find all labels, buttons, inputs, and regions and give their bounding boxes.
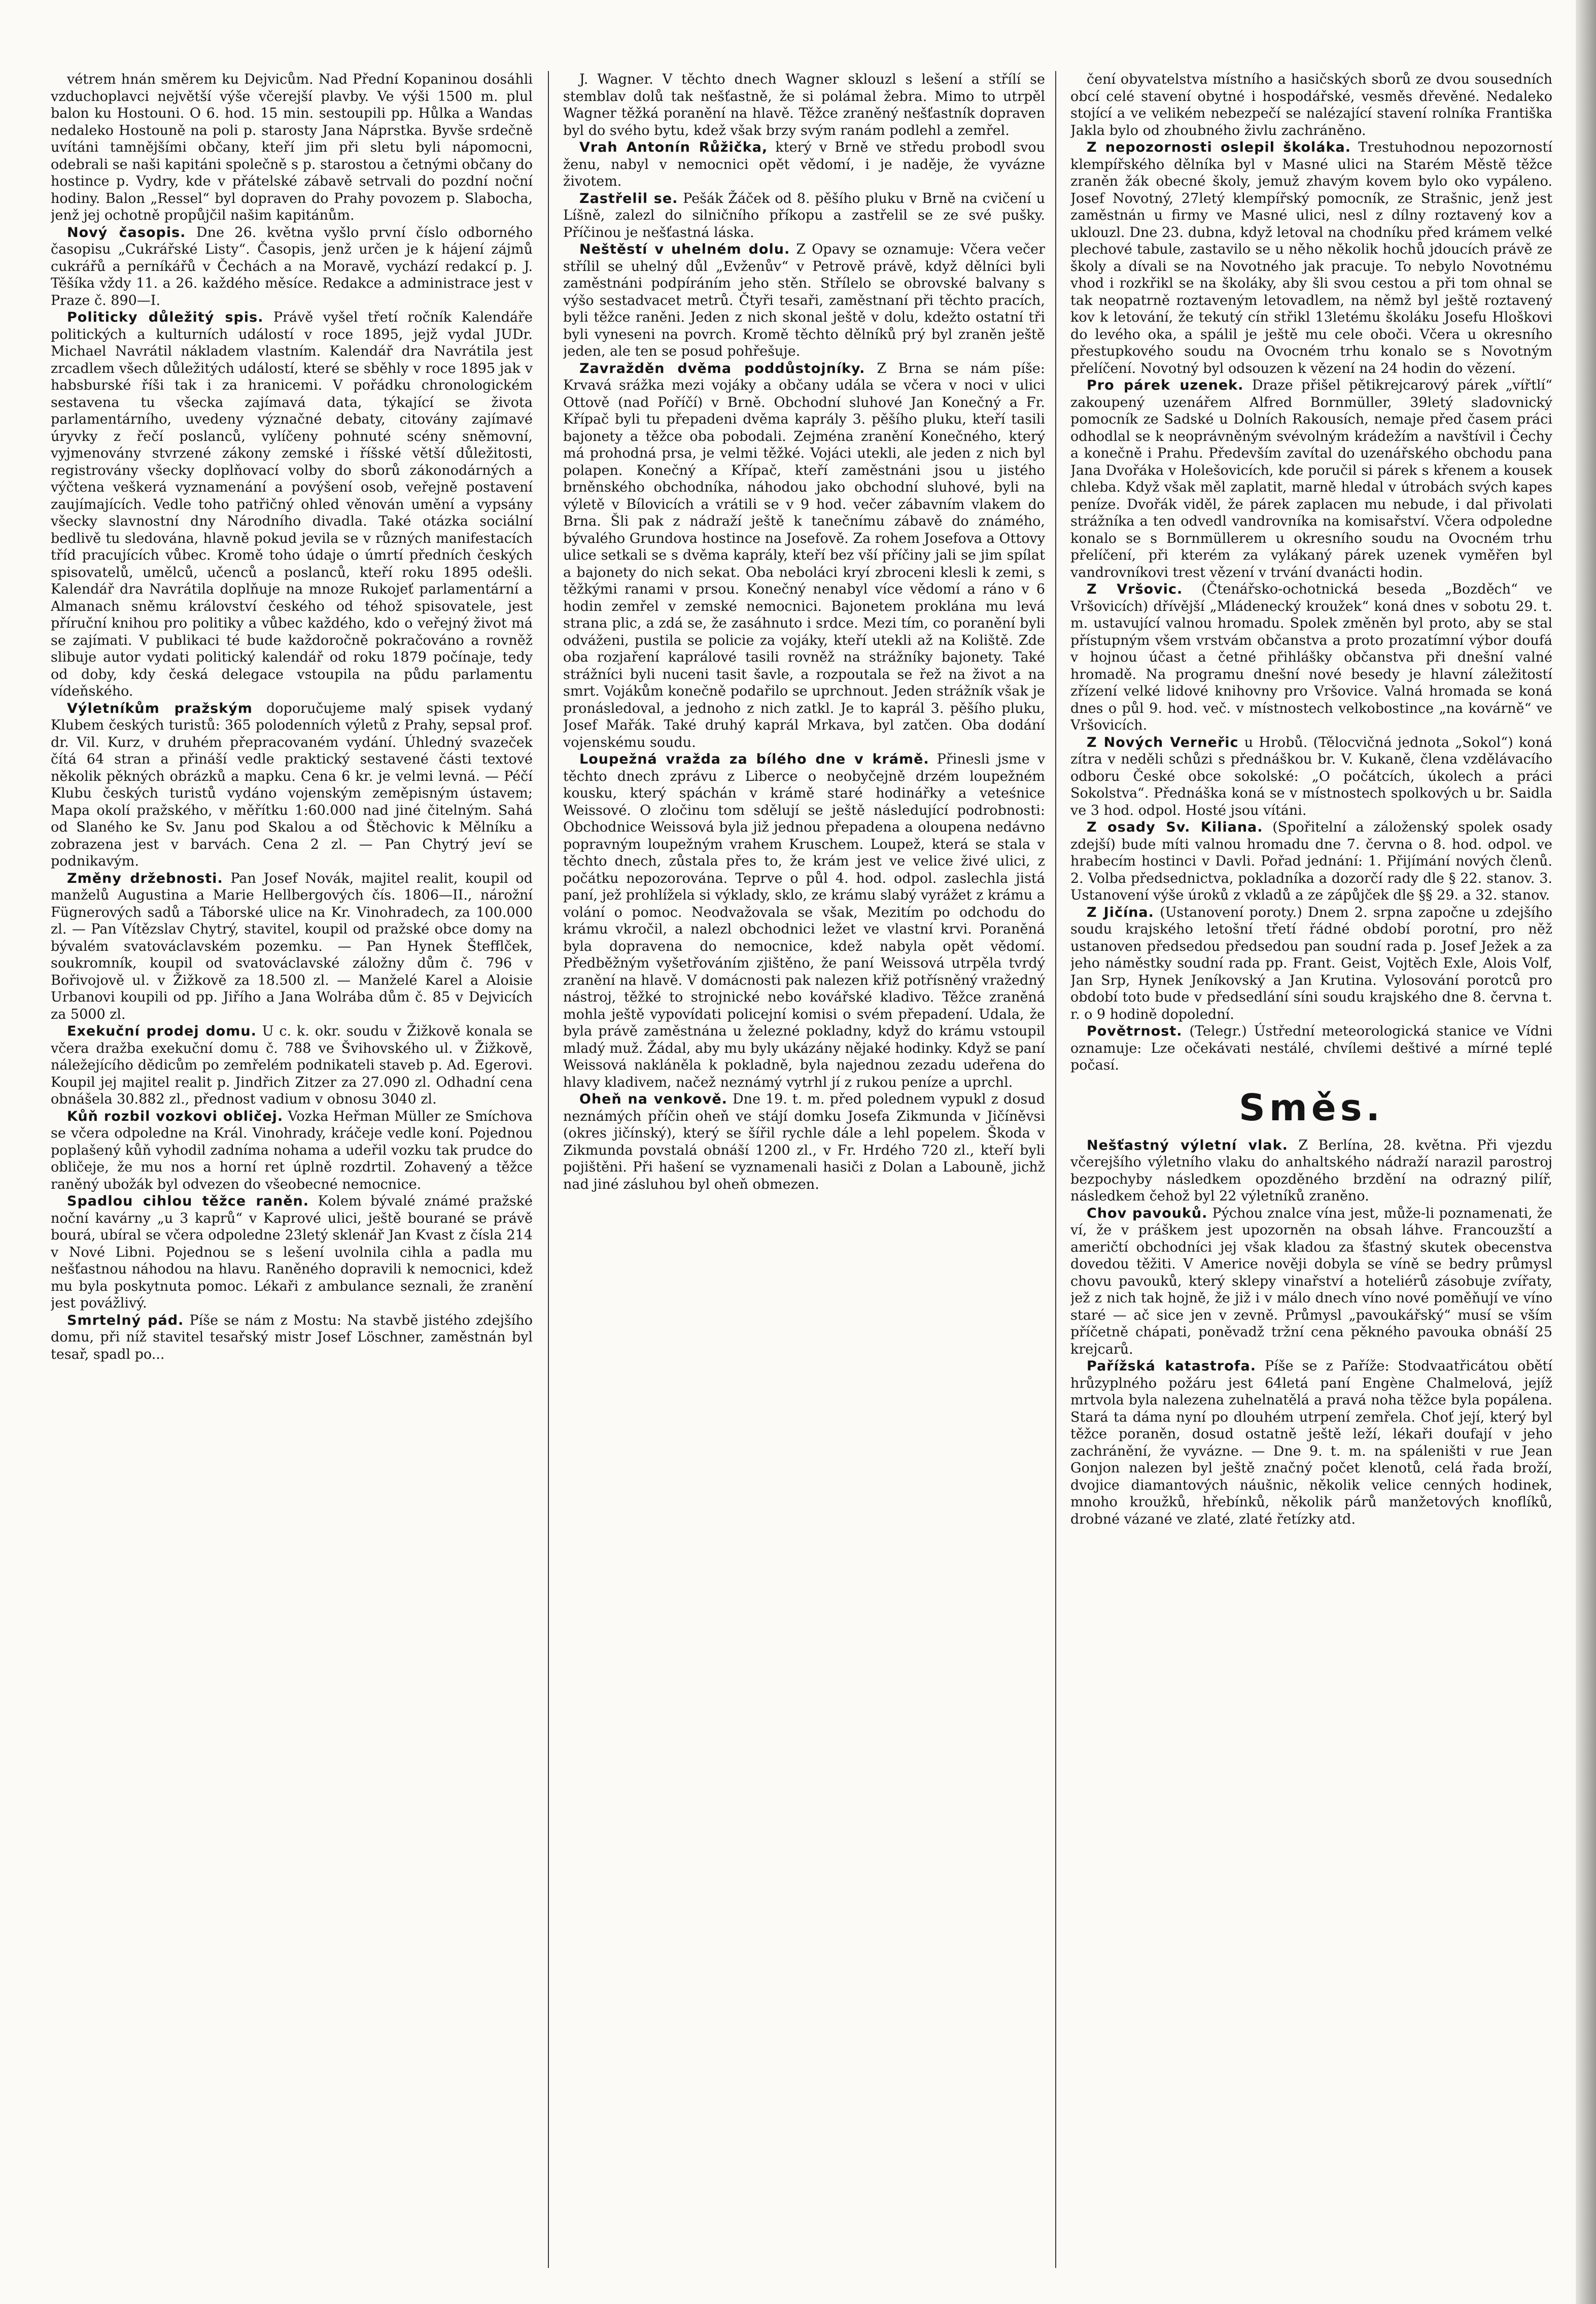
article-heading: Spadlou cihlou těžce raněn. [67, 1193, 309, 1209]
article-heading: Smrtelný pád. [67, 1312, 184, 1328]
article-paragraph [563, 360, 1045, 751]
article-paragraph [1070, 1137, 1552, 1205]
article-text: Píše se z Paříže: Stodvaatřicátou obětí hrůzyplného požáru jest 64letá paní Engène Chalmelová, jejíž mrtvola byla nalezena zuhelnatělá a pravá noha těžce byla popálena. Stará ta dáma nyní po dlouhém utrpení zemřela. Choť její, který byl těžce poraněn, dosud ostatně ještě leží, lékaři doufají v jeho zachránění, že vyvázne. — Dne 9. t. m. na spáleništi v rue Jean Gonjon nalezen byl ještě značný počet klenotů, celá řada broží, dvojice diamantových náušnic, několik velice cenných hodinek, mnoho kroužků, hřebínků, několik párů manžetových knoflíků, drobné vázané ve zlaté, zlaté řetízky atd. [1070, 1358, 1552, 1527]
column-right [1070, 71, 1552, 2268]
article-heading: Výletníkům pražským [67, 700, 253, 716]
article-heading: Povětrnost. [1087, 1023, 1183, 1039]
newspaper-page [51, 71, 1552, 2268]
article-text: který v Brně ve středu probodl svou ženu, nabyl v nemocnici opět vědomí, i je naděje, že vyvázne životem. [563, 140, 1045, 189]
article-paragraph [1070, 734, 1552, 819]
article-paragraph [1070, 139, 1552, 377]
article-paragraph [51, 224, 533, 310]
article-paragraph [51, 1108, 533, 1193]
article-heading: Kůň rozbil vozkovi obličej. [67, 1108, 284, 1124]
article-paragraph [563, 71, 1045, 139]
article-paragraph [563, 241, 1045, 360]
article-paragraph [51, 71, 533, 224]
article-paragraph [1070, 1205, 1552, 1358]
article-paragraph [563, 190, 1045, 242]
article-heading: Chov pavouků. [1087, 1205, 1208, 1221]
article-heading: Vrah Antonín Růžička, [579, 140, 768, 155]
article-heading: Z Nových Verneřic [1087, 734, 1239, 750]
article-text: Pan Josef Novák, majitel realit, koupil od manželů Augustina a Marie Hellbergových čís. 1806—II., nárožní Fügnerových sadů a Táborské ulice na Kr. Vinohradech, za 100.000 zl. — Pan Vítězslav Chytrý, stavitel, koupil od pražské obce domy na bývalém svatováclavském pozemku. — Pan Hynek Štefflček, soukromník, koupil od svatováclavské záložny dům č. 796 v Bořivojově ul. v Žižkově za 18.500 zl. — Manželé Karel a Aloisie Urbanovi koupili od pp. Jiřího a Jana Wolrába dům č. 85 v Dejvicích za 5000 zl. [51, 870, 533, 1022]
article-text: Z Opavy se oznamuje: Včera večer střílil se uhelný důl „Evženův“ v Petrově právě, když dělníci byli zaměstnáni podpíráním jeho stěn. Střílelo se obrovské balvany s výšo sestadvacet metrů. Čtyři tesaři, zaměstnaní při těchto pracích, byli těžce raněni. Jeden z nich skonal ještě v dolu, kdežto ostatní tři byli vyneseni na povrch. Kromě těchto dělníků prý byl zraněn ještě jeden, ale ten se posud pohřešuje. [563, 242, 1045, 359]
article-text: (Telegr.) Ústřední meteorologická stanice ve Vídni oznamuje: Lze očekávati nestálé, chvílemi deštivé a mírné teplé počasí. [1070, 1023, 1552, 1073]
article-heading: Pařížská katastrofa. [1087, 1358, 1256, 1374]
article-paragraph [51, 1193, 533, 1312]
article-paragraph [563, 139, 1045, 190]
article-heading: Zavražděn dvěma poddůstojníky. [579, 360, 865, 376]
article-text: (Čtenářsko-ochotnická beseda „Bozděch“ ve Vršovicích) dřívější „Mládenecký kroužek“ koná dnes v sobotu 29. t. m. ustavující valnou hromadu. Spolek změněn byl proto, aby se stal přístupným všem vrstvám občanstva a proto prozatímní výbor doufá v hojnou účast a četné přihlášky občanstva při dnešní valné hromadě. Na programu dnešní nové besedy je hlavní záležitostí zřízení velké lidové knihovny pro Vršovice. Valná hromada se koná dnes o půl 9. hod. več. v místnostech velkobostince „na kovárně“ ve Vršovicích. [1070, 581, 1552, 733]
article-heading: Z osady Sv. Kiliana. [1087, 819, 1263, 835]
article-paragraph [1070, 377, 1552, 581]
article-heading: Loupežná vražda za bílého dne v krámě. [579, 751, 929, 767]
article-paragraph [1070, 1023, 1552, 1074]
article-paragraph [51, 309, 533, 700]
article-heading: Z Vršovic. [1087, 581, 1183, 597]
article-heading: Nešťastný výletní vlak. [1087, 1137, 1288, 1153]
article-text: Trestuhodnou nepozorností klempířského dělníka byl v Masné ulici na Starém Městě těžce zraněn žák obecné školy, jemuž zhavým kovem bylo oko vypáleno. Josef Novotný, 27letý klempířský pomocník, ze Strašnic, jenž jest zaměstnán u firmy ve Masné ulici, nesl z dílny roztavený kov a uklouzl. Dne 23. dubna, když letoval na chodníku před krámem velké plechové tabule, zastavilo se u něho několik hochů jdoucích právě ze školy a dívali se na Novotného jak pracuje. To nebylo Novotnému vhod i rozkřikl se na školáky, aby šli svou cestou a při tom ohnal se tak neopatrně roztaveným letovadlem, na němž byl ještě roztavený kov k letování, že tekutý cín střikl 13letému školáku Josefu Hloškovi do levého oka, a spálil je ještě mu cele oboči. Včera u okresního přestupkového soudu na Ovocném trhu konalo se s Novotným přelíčení. Novotný byl odsouzen k vězení na 24 hodin do vězení. [1070, 140, 1552, 376]
article-text: J. Wagner. V těchto dnech Wagner sklouzl s lešení a střílí se stemblav dolů tak nešťastně, že si polámal žebra. Mimo to utrpěl Wagner těžká poranění na hlavě. Těžce zraněný nešťastník dopraven byl do svého bytu, kdež však brzy svým ranám podlehl a zemřel. [563, 72, 1045, 139]
article-heading: Z Jičína. [1087, 904, 1154, 920]
article-text: Dne 26. května vyšlo první číslo odborného časopisu „Cukrářské Listy“. Časopis, jenž určen je k hájení zájmů cukrářů a perníkářů v Čechách a na Moravě, vychází redakcí p. J. Těšíka vždy 11. a 26. každého měsíce. Redakce a administrace jest v Praze č. 890—I. [51, 224, 533, 308]
article-text: Kolem bývalé známé pražské noční kavárny „u 3 kaprů“ v Kaprové ulici, ještě bourané se právě bourá, ubíral se včera odpoledne 23letý sklenář Jan Kvast z čísla 214 v Nové Libni. Pojednou se s lešení uvolnila cihla a padla mu nešťastnou náhodou na hlavu. Raněného dopravili k nemocnici, kdež mu byla poskytnuta pomoc. Lékaři z ambulance seznali, že zranění jest povážlivý. [51, 1193, 533, 1311]
article-heading: Zastřelil se. [579, 190, 678, 207]
article-paragraph [563, 751, 1045, 1091]
article-heading: Nový časopis. [67, 224, 186, 240]
article-paragraph [1070, 904, 1552, 1023]
article-text: u Hrobů. (Tělocvičná jednota „Sokol“) koná zítra v neděli schůzi s přednáškou br. V. Kukaně, člena vzdělávacího odboru České obce sokolské: „O počátcích, úkolech a práci Sokolstva“. Přednáška koná se v místnostech spolkových u br. Saidla ve 3 hod. odpol. Hosté jsou vítáni. [1070, 734, 1552, 818]
page-edge-shadow [1576, 0, 1596, 2304]
article-text: čení obyvatelstva místního a hasičských sborů ze dvou sousedních obcí celé stavení obytné i hospodářské, vesměs dřevěné. Nedaleko stojící a ve velikém nebezpečí se nalézající stavení rolníka Františka Jakla bylo od zhoubného živlu zachráněno. [1070, 72, 1552, 139]
article-text: Vozka Heřman Müller ze Smíchova se včera odpoledne na Král. Vinohrady, kráčeje vedle koní. Pojednou poplašený kůň vyhodil zadníma nohama a udeřil vozku tak prudce do obličeje, že mu nos a horní ret úplně rozdrtil. Zohavený a těžce raněný ubožák byl odvezen do všeobecné nemocnice. [51, 1108, 533, 1192]
article-paragraph [1070, 581, 1552, 734]
article-heading: Exekuční prodej domu. [67, 1023, 257, 1039]
article-paragraph [1070, 71, 1552, 139]
article-heading: Neštěstí v uhelném dolu. [579, 242, 790, 257]
article-heading: Politicky důležitý spis. [67, 310, 264, 325]
article-paragraph [51, 1023, 533, 1108]
article-text: Z Brna se nám píše: Krvavá srážka mezi vojáky a občany udála se včera v noci v ulici Ottově (nad Poříčí) v Brně. Obchodní sluhové Jan Konečný a Fr. Křípač byli tu přepadeni dvěma kaprály 3. pěšího pluku, kteří tasili bajonety a těžce oba pobodali. Zejména zranění Konečného, který má prohodná prsa, je velmi těžké. Vojáci utekli, ale jeden z nich byl polapen. Konečný a Křípač, kteří zaměstnáni jsou u jistého brněnského obchodníka, náhodou jako obchodní sluhové, byli na výletě v Bílovicích a vrátili se v 9 hod. večer zábavním vlakem do Brna. Šli pak z nádraží ještě k tanečnímu zábavě do známého, bývalého Grundova hostince na Josefově. Za rohem Josefova a Ottovy ulice setkali se s dvěma kaprály, kteří bez vší příčiny jali se jim spílat a bajonety do nich sekat. Oba neboláci kryí zbroceni klesli k zemi, s těžkými ranami v prsou. Konečný nenabyl více vědomí a ráno v 6 hodin zemřel v zemské nemocnici. Bajonetem proklána mu levá strana plic, a zdá se, že zasáhnuto i srdce. Mezi tím, co poranění byli odváženi, pustila se policie za vojáky, kteří utekli až na Koliště. Zde oba rozjaření kaprálové tasili rovněž na strážníky bajonety. Také strážníci byli nuceni tasit šavle, a rozpoutala se řež na život a na smrt. Vojákům konečně podařilo se uprchnout. Jeden strážník však je pronásledoval, a jednoho z nich zatkl. Je to kaprál 3. pěšího pluku, Josef Mařák. Také druhý kaprál Mrkava, byl zatčen. Oba dodání vojenskému soudu. [563, 360, 1045, 750]
article-heading: Pro párek uzenek. [1087, 377, 1244, 393]
article-heading: Změny držebnosti. [67, 870, 223, 886]
column-divider [548, 71, 549, 2268]
article-text: Pýchou znalce vína jest, může-li poznamenati, že ví, že v práškem jest upozorněn na obsah láhve. Francouzští a američtí obchodníci jej však kladou za šťastný skutek obecenstva dovedou těžiti. V Americe nověji dobyla se víně se bedry průmysl chovu pavouků, který sklepy vinařství a hoteliérů zásobuje zvířaty, jež z nich tak hojně, že již i v málo dnech víno nové poměňují ve víno staré — ač sice jen v zevně. Průmysl „pavoukářský“ musí se vším příčetně chápati, poněvadž tržní cena pěkného pavouka obnáší 25 krejcarů. [1070, 1205, 1552, 1357]
article-text: vétrem hnán směrem ku Dejvicům. Nad Přední Kopaninou dosáhli vzduchoplavci největší výše včerejší plavby. Ve výši 1500 m. plul balon ku Hostouni. O 6. hod. 15 min. sestoupili pp. Hůlka a Wandas nedaleko Hostouně na poli p. starosty Jana Náprstka. Byvše srdečně uvítáni tamnějšími občany, kteří jim při sletu byli nápomocni, odebrali se naši kapitáni společně s p. starostou a četnými občany do hostince p. Vydry, kde v přátelské zábavě setrvali do pozdní noční hodiny. Balon „Ressel“ byl dopraven do Prahy povozem p. Slabocha, jenž jej ochotně propůjčil našim kapitánům. [51, 72, 533, 223]
article-paragraph [563, 1091, 1045, 1193]
article-text: Přinesli jsme v těchto dnech zprávu z Liberce o neobyčejně drzém loupežném kousku, který spáchán v krámě staré hodinářky a veteśnice Weissové. O zločinu tom sdělují se ještě následující podrobnosti: Obchodnice Weissová byla již jednou přepadena a oloupena nedávno popravným loupežným vrahem Kruschem. Loupež, která se stala v těchto dnech, zůstala přes to, že krám jest ve velice živé ulici, z počátku nepozorována. Teprve o půl 4. hod. odpol. zaslechla jistá paní, jež prohlížela si výklady, sklo, ze krámu slabý vyrážet z krámu a volání o pomoc. Neodvažovala se však, Mezitím po odchodu do krámu vkročil, a nalezl obchodnici ležet ve vlastní krvi. Poraněná byla dopravena do nemocnice, kdež nabyla opět vědomí. Předběžným vyšetřováním zjištěno, že paní Weissová utrpěla tvrdý zranění na hlavě. V domácnosti pak nalezen křiž potřísněný vražedný nástroj, těžké to strojnické nebo kovářské kladivo. Těžce zraněná mohla ještě vypovídati policejní komisi o svém přepadení. Udala, že byla právě zaměstnána u železné pokladny, když do krámu vstoupil mladý muž. Žádal, aby mu byly ukázány nějaké hodinky. Když se paní Weissová nakláněla k pokladně, byla najednou zezadu udeřena do hlavy kladivem, načež neznámý vytrhl jí z rukou peníze a uprchl. [563, 751, 1045, 1090]
article-text: Pešák Žáček od 8. pěšího pluku v Brně na cvičení u Líšně, zalezl do silničního příkopu a zastřelil se ze své pušky. Příčinou je nešťastná láska. [563, 190, 1045, 240]
article-text: Právě vyšel třetí ročník Kalendáře politických a kulturních událostí v roce 1895, jejž vydal JUDr. Michael Navrátil nákladem vlastním. Kalendář dra Navrátila jest zrcadlem všech důležitých událostí, které se sběhly v roce 1895 jak v habsburské říši tak i za hranicemi. V pořádku chronologickém sestavena tu všecka zajímavá data, týkající se života parlamentárního, uvedeny význačné debaty, citovány zajímavé úryvky z řečí poslanců, vylíčeny pohnuté scény sněmovní, vyjmenovány stvrzené zákony zemské i říšské větší důležitosti, registrovány všecky doplňovací volby do sborů zákonodárných a výčtena veškerá vyznamenání a povýšení osob, veřejně postavení zaujímajících. Vedle toho patřičný ohled věnován umění a vypsány všecky slavnostní dny Národního divadla. Také otázka sociální bedlivě tu sledována, hlavně pokud jevila se v různých manifestacích tříd pracujících vůbec. Kromě toho údaje o úmrtí předních českých spisovatelů, umělců, učenců a poslanců, kteří roku 1895 odešli. Kalendář dra Navrátila doplňuje na mnoze Rukojeť parlamentární a Almanach sněmu království českého od téhož spisovatele, jest příruční knihou pro politiky a vůbec každého, kdo o veřejný život má se zajímati. V publikaci té bude každoročně pokračováno a rovněž slibuje autor vydati politický kalendář od roku 1879 počínaje, tedy od doby, kdy česká delegace vstoupila na půdu parlamentu vídeňského. [51, 310, 533, 699]
article-paragraph [51, 870, 533, 1023]
article-paragraph [51, 700, 533, 870]
column-middle [563, 71, 1045, 2268]
article-paragraph [1070, 819, 1552, 904]
article-paragraph [51, 1312, 533, 1363]
article-text: (Spořitelní a záloženský spolek osady zdejší) bude míti valnou hromadu dne 7. června o 8. hod. odpol. ve hrabecím hostinci v Davli. Pořad jednání: 1. Přijímání nových členů. 2. Volba předsednictva, pokladníka a dozorčí rady dle § 22. stanov. 3. Ustanovení výše úroků z vkladů a ze zápůjček dle §§ 29. a 32. stanov. [1070, 819, 1552, 903]
article-text: (Ustanovení poroty.) Dnem 2. srpna započne u zdejšího soudu krajského letošní třetí řádné období porotní, pro něž ustanoven předsedou předsedou pan soudní rada p. Josef Ježek a za jeho náměstky soudní rada pp. Frant. Geist, Vojtěch Exle, Alois Volf, Jan Srp, Hynek Jeníkovský a Jan Krutina. Vylosování porotců pro období toto bude v předsedlání síni soudu krajského dne 8. června t. r. o 9 hodině dopolední. [1070, 904, 1552, 1022]
article-text: Dne 19. t. m. před polednem vypukl z dosud neznámých příčin oheň ve stájí domku Josefa Zikmunda v Jičíněvsi (okres jičínský), který se šířil rychle dále a lehl popelem. Škoda v Zikmunda povstalá obnáší 1200 zl., v Fr. Hrdého 720 zl., kteří byli pojištěni. Při hašení se vyznamenali hasiči z Dolan a Labouně, jichž nad jiné zásluhou byl oheň obmezen. [563, 1091, 1045, 1192]
article-paragraph [1070, 1358, 1552, 1528]
article-text: Píše se nám z Mostu: Na stavbě jistého zdejšího domu, při níž stavitel tesařský mistr Josef Löschner, zaměstnán byl tesař, spadl po... [51, 1312, 533, 1362]
article-text: Draze přišel pětikrejcarový párek „vířtlí“ zakoupený uzenářem Alfred Bornmüller, 39letý sladovnický pomocník ze Sadské u Dolních Rakousích, nemaje před časem práci odhodlal se k neoprávněným svévolným krádežím a navštívil i Čechy a konečně i Prahu. Především zavítal do uzenářského obchodu pana Jana Dvořáka v Holešovicích, kde poručil si párek s křenem a kousek chleba. Když však měl zaplatit, marně hledal v útrobách svých kapes peníze. Dvořák viděl, že párek zaplacen mu nebude, i dal přivolati strážníka a ten odvedl vandrovníka na komisařství. Včera odpoledne konalo se s Bornmüllerem u okresního soudu na Ovocném trhu přelíčení, při kterém za vylákaný párek uzenek vyměřen byl vandrovníkovi trest vězení v trvání dvanácti hodin. [1070, 377, 1552, 580]
article-heading: Oheň na venkově. [579, 1091, 727, 1107]
article-text: Z Berlína, 28. května. Při vjezdu včerejšího výletního vlaku do anhaltského nádraží narazil parostroj bezpochyby následkem opozděného brzdění na odrazný pilíř, následkem čehož byl 22 výletníků zraněno. [1070, 1137, 1552, 1204]
article-text: doporučujeme malý spisek vydaný Klubem českých turistů: 365 polodenních výletů z Prahy, sepsal prof. dr. Vil. Kurz, v druhém přepracovaném vydání. Úhledný svazeček čítá 64 stran a přináší vedle praktický sestavené části textové několik pěkných obrázků a mapku. Cena 6 kr. je velmi levná. — Péčí Klubu českých turistů vydáno vojenským zeměpisným ústavem; Mapa okolí pražského, v měřítku 1:60.000 nad jiné čitelným. Sahá od Slaného ke Sv. Janu pod Skalou a od Štěchovic k Mělníku a zobrazena jest v barvách. Cena 2 zl. — Pan Chytrý jeví se podnikavým. [51, 700, 533, 869]
column-left [51, 71, 533, 2268]
section-title: Směs. [1239, 1086, 1384, 1129]
article-text: U c. k. okr. soudu v Žižkově konala se včera dražba exekuční domu č. 788 ve Švihovského ul. v Žižkově, náležejícího dědicům po zemřelém podnikateli staveb p. Ad. Egerovi. Koupil jej majitel realit p. Jindřich Zitzer za 27.090 zl. Odhadní cena obnášela 30.882 zl., přednost vadium v obnosu 3040 zl. [51, 1023, 533, 1107]
article-heading: Z nepozornosti oslepil školáka. [1087, 140, 1351, 155]
column-divider [1055, 71, 1056, 2268]
